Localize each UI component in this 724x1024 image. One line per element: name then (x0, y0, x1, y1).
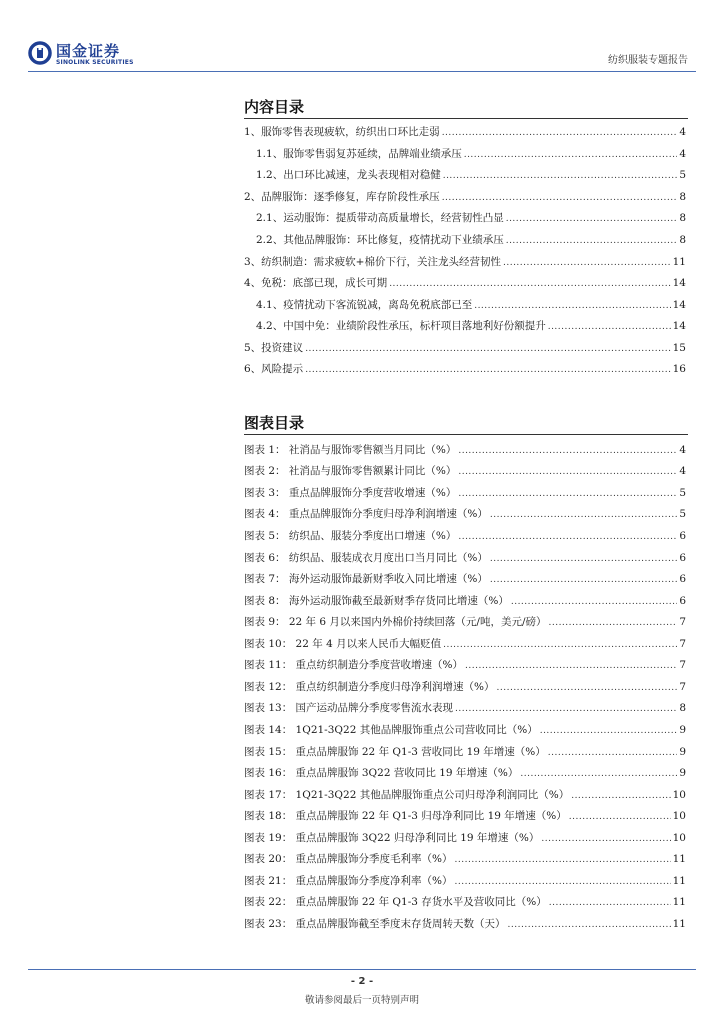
figure-entry-page: 4 (679, 444, 686, 456)
figure-entry-page: 11 (672, 875, 686, 887)
toc-leader-dots (458, 487, 677, 501)
figure-entry[interactable] (244, 551, 686, 566)
toc-leader-dots (548, 616, 677, 630)
figure-entry-title: 图表 11： 重点纺织制造分季度营收增速（%） (244, 659, 464, 671)
toc-entry[interactable] (256, 168, 686, 183)
figure-entry[interactable] (244, 529, 686, 544)
toc-entry-title: 4、免税：底部已现，成长可期 (244, 277, 388, 289)
company-logo (28, 40, 138, 68)
figure-entry[interactable] (244, 637, 686, 652)
toc-leader-dots (520, 767, 677, 781)
figure-entry-title: 图表 1： 社消品与服饰零售额当月同比（%） (244, 444, 457, 456)
toc-entry[interactable] (244, 276, 686, 291)
toc-entry-page: 8 (679, 191, 686, 203)
toc-entry-page: 14 (672, 320, 686, 332)
figure-entry-page: 7 (679, 616, 686, 628)
figure-entry[interactable] (244, 701, 686, 716)
figure-entry-title: 图表 22： 重点品牌服饰 22 年 Q1-3 存货水平及营收同比（%） (244, 896, 547, 908)
footer-divider (28, 969, 696, 970)
contents-title-rule (244, 118, 688, 119)
figures-title-rule (244, 434, 688, 435)
toc-leader-dots (389, 277, 670, 291)
figure-entry[interactable] (244, 745, 686, 760)
toc-leader-dots (549, 896, 671, 910)
contents-title: 内容目录 (244, 98, 305, 116)
toc-leader-dots (458, 465, 677, 479)
figure-entry-page: 9 (679, 724, 686, 736)
toc-leader-dots (490, 573, 677, 587)
figure-entry-title: 图表 18： 重点品牌服饰 22 年 Q1-3 归母净利同比 19 年增速（%） (244, 810, 567, 822)
logo-chinese-text: 国金证券 (56, 42, 121, 60)
figure-entry-page: 4 (679, 465, 686, 477)
report-type-label: 纺织服装专题报告 (608, 55, 688, 66)
toc-entry-page: 14 (672, 277, 686, 289)
figure-entry-title: 图表 8： 海外运动服饰截至最新财季存货同比增速（%） (244, 595, 509, 607)
toc-leader-dots (455, 702, 677, 716)
figure-entry-title: 图表 17： 1Q21-3Q22 其他品牌服饰重点公司归母净利润同比（%） (244, 789, 570, 801)
toc-entry-page: 4 (679, 148, 686, 160)
toc-leader-dots (455, 875, 671, 889)
figure-entry-page: 9 (679, 767, 686, 779)
figures-title: 图表目录 (244, 414, 305, 432)
figure-entry[interactable] (244, 615, 686, 630)
figure-entry-title: 图表 12： 重点纺织制造分季度归母净利润增速（%） (244, 681, 495, 693)
figure-entry-page: 11 (672, 896, 686, 908)
figure-entry-page: 5 (679, 487, 686, 499)
toc-leader-dots (464, 148, 678, 162)
toc-leader-dots (474, 299, 670, 313)
toc-leader-dots (458, 444, 677, 458)
toc-entry-title: 2、品牌服饰：逐季修复，库存阶段性承压 (244, 191, 440, 203)
figure-entry-title: 图表 14： 1Q21-3Q22 其他品牌服饰重点公司营收同比（%） (244, 724, 538, 736)
figure-entry-page: 8 (679, 702, 686, 714)
figure-entry-page: 10 (672, 810, 686, 822)
toc-leader-dots (541, 832, 670, 846)
toc-entry-title: 1.2、出口环比减速，龙头表现相对稳健 (256, 169, 441, 181)
toc-leader-dots (442, 191, 678, 205)
toc-entry-page: 8 (679, 212, 686, 224)
toc-leader-dots (455, 853, 671, 867)
figure-entry-title: 图表 7： 海外运动服饰最新财季收入同比增速（%） (244, 573, 488, 585)
toc-leader-dots (465, 659, 677, 673)
toc-leader-dots (508, 918, 671, 932)
figure-entry-title: 图表 10： 22 年 4 月以来人民币大幅贬值 (244, 638, 442, 650)
toc-entry-title: 3、纺织制造：需求疲软+棉价下行，关注龙头经营韧性 (244, 256, 501, 268)
toc-entry-page: 4 (679, 126, 686, 138)
toc-leader-dots (506, 212, 678, 226)
toc-entry[interactable] (256, 319, 686, 334)
toc-entry[interactable] (256, 211, 686, 226)
disclaimer-note: 敬请参阅最后一页特别声明 (304, 995, 419, 1006)
toc-entry[interactable] (256, 233, 686, 248)
figure-entry-title: 图表 16： 重点品牌服饰 3Q22 营收同比 19 年增速（%） (244, 767, 519, 779)
figure-entry[interactable] (244, 658, 686, 673)
figure-entry-page: 6 (679, 573, 686, 585)
toc-entry-page: 14 (672, 299, 686, 311)
toc-entry[interactable] (244, 190, 686, 205)
toc-entry[interactable] (244, 125, 686, 140)
figure-entry-page: 5 (679, 508, 686, 520)
figure-entry-title: 图表 21： 重点品牌服饰分季度净利率（%） (244, 875, 453, 887)
sinolink-logo-icon (28, 41, 52, 65)
toc-leader-dots (540, 724, 678, 738)
toc-leader-dots (490, 552, 677, 566)
toc-entry-page: 5 (679, 169, 686, 181)
figure-entry-page: 11 (672, 853, 686, 865)
figure-entry-title: 图表 15： 重点品牌服饰 22 年 Q1-3 营收同比 19 年增速（%） (244, 746, 546, 758)
figure-entry-page: 7 (679, 638, 686, 650)
toc-entry-title: 4.1、疫情扰动下客流锐减，离岛免税底部已至 (256, 299, 473, 311)
toc-leader-dots (490, 508, 677, 522)
figure-entry[interactable] (244, 917, 686, 932)
figure-entry-page: 7 (679, 659, 686, 671)
toc-entry[interactable] (244, 255, 686, 270)
toc-leader-dots (443, 169, 678, 183)
toc-entry-title: 5、投资建议 (244, 342, 304, 354)
toc-leader-dots (442, 126, 678, 140)
toc-entry-title: 1.1、服饰零售弱复苏延续，品牌端业绩承压 (256, 148, 462, 160)
toc-leader-dots (548, 320, 671, 334)
figure-entry-page: 7 (679, 681, 686, 693)
toc-entry[interactable] (244, 341, 686, 356)
figure-entry[interactable] (244, 572, 686, 587)
toc-leader-dots (305, 342, 670, 356)
toc-entry-title: 1、服饰零售表现疲软，纺织出口环比走弱 (244, 126, 440, 138)
figure-entry-page: 6 (679, 595, 686, 607)
toc-leader-dots (503, 256, 671, 270)
figure-entry[interactable] (244, 723, 686, 738)
toc-leader-dots (497, 681, 678, 695)
figure-entry[interactable] (244, 594, 686, 609)
figure-entry-title: 图表 9： 22 年 6 月以来国内外棉价持续回落（元/吨，美元/磅） (244, 616, 547, 628)
figure-entry-page: 10 (672, 832, 686, 844)
toc-entry[interactable] (244, 362, 686, 377)
toc-leader-dots (571, 789, 670, 803)
figure-entry[interactable] (244, 443, 686, 458)
figure-entry-title: 图表 20： 重点品牌服饰分季度毛利率（%） (244, 853, 453, 865)
figure-entry-page: 11 (672, 918, 686, 930)
figure-entry[interactable] (244, 464, 686, 479)
figure-entry-page: 10 (672, 789, 686, 801)
header-divider (28, 71, 696, 72)
figure-entry-title: 图表 4： 重点品牌服饰分季度归母净利润增速（%） (244, 508, 488, 520)
figure-entry[interactable] (244, 809, 686, 824)
figure-entry[interactable] (244, 507, 686, 522)
figure-entry[interactable] (244, 766, 686, 781)
toc-leader-dots (443, 638, 677, 652)
toc-entry-page: 11 (672, 256, 686, 268)
figure-entry[interactable] (244, 680, 686, 695)
page-number: - 2 - (350, 976, 374, 987)
toc-entry[interactable] (256, 298, 686, 313)
toc-leader-dots (548, 746, 678, 760)
figure-entry-title: 图表 3： 重点品牌服饰分季度营收增速（%） (244, 487, 457, 499)
figure-entry-title: 图表 5： 纺织品、服装分季度出口增速（%） (244, 530, 457, 542)
toc-leader-dots (458, 530, 677, 544)
toc-entry-page: 8 (679, 234, 686, 246)
figure-entry-page: 9 (679, 746, 686, 758)
figure-entry-title: 图表 13： 国产运动品牌分季度零售流水表现 (244, 702, 454, 714)
figure-entry[interactable] (244, 874, 686, 889)
toc-entry-title: 2.1、运动服饰：提质带动高质量增长，经营韧性凸显 (256, 212, 504, 224)
figure-entry-title: 图表 23： 重点品牌服饰截至季度末存货周转天数（天） (244, 918, 506, 930)
figure-entry-page: 6 (679, 552, 686, 564)
toc-leader-dots (305, 363, 670, 377)
toc-entry-title: 2.2、其他品牌服饰：环比修复，疫情扰动下业绩承压 (256, 234, 504, 246)
figure-entry-page: 6 (679, 530, 686, 542)
toc-entry-title: 6、风险提示 (244, 363, 304, 375)
toc-leader-dots (569, 810, 671, 824)
toc-entry-page: 16 (672, 363, 686, 375)
figure-entry[interactable] (244, 831, 686, 846)
figure-entry-title: 图表 19： 重点品牌服饰 3Q22 归母净利同比 19 年增速（%） (244, 832, 540, 844)
toc-entry-page: 15 (672, 342, 686, 354)
figure-entry[interactable] (244, 895, 686, 910)
toc-entry[interactable] (256, 147, 686, 162)
logo-english-text: SINOLINK SECURITIES (56, 59, 134, 66)
figure-entry[interactable] (244, 788, 686, 803)
figure-entry[interactable] (244, 852, 686, 867)
toc-leader-dots (506, 234, 678, 248)
figure-entry-title: 图表 2： 社消品与服饰零售额累计同比（%） (244, 465, 457, 477)
figure-entry-title: 图表 6： 纺织品、服装成衣月度出口当月同比（%） (244, 552, 488, 564)
figure-entry[interactable] (244, 486, 686, 501)
toc-entry-title: 4.2、中国中免：业绩阶段性承压，标杆项目落地利好份额提升 (256, 320, 546, 332)
toc-leader-dots (511, 595, 677, 609)
